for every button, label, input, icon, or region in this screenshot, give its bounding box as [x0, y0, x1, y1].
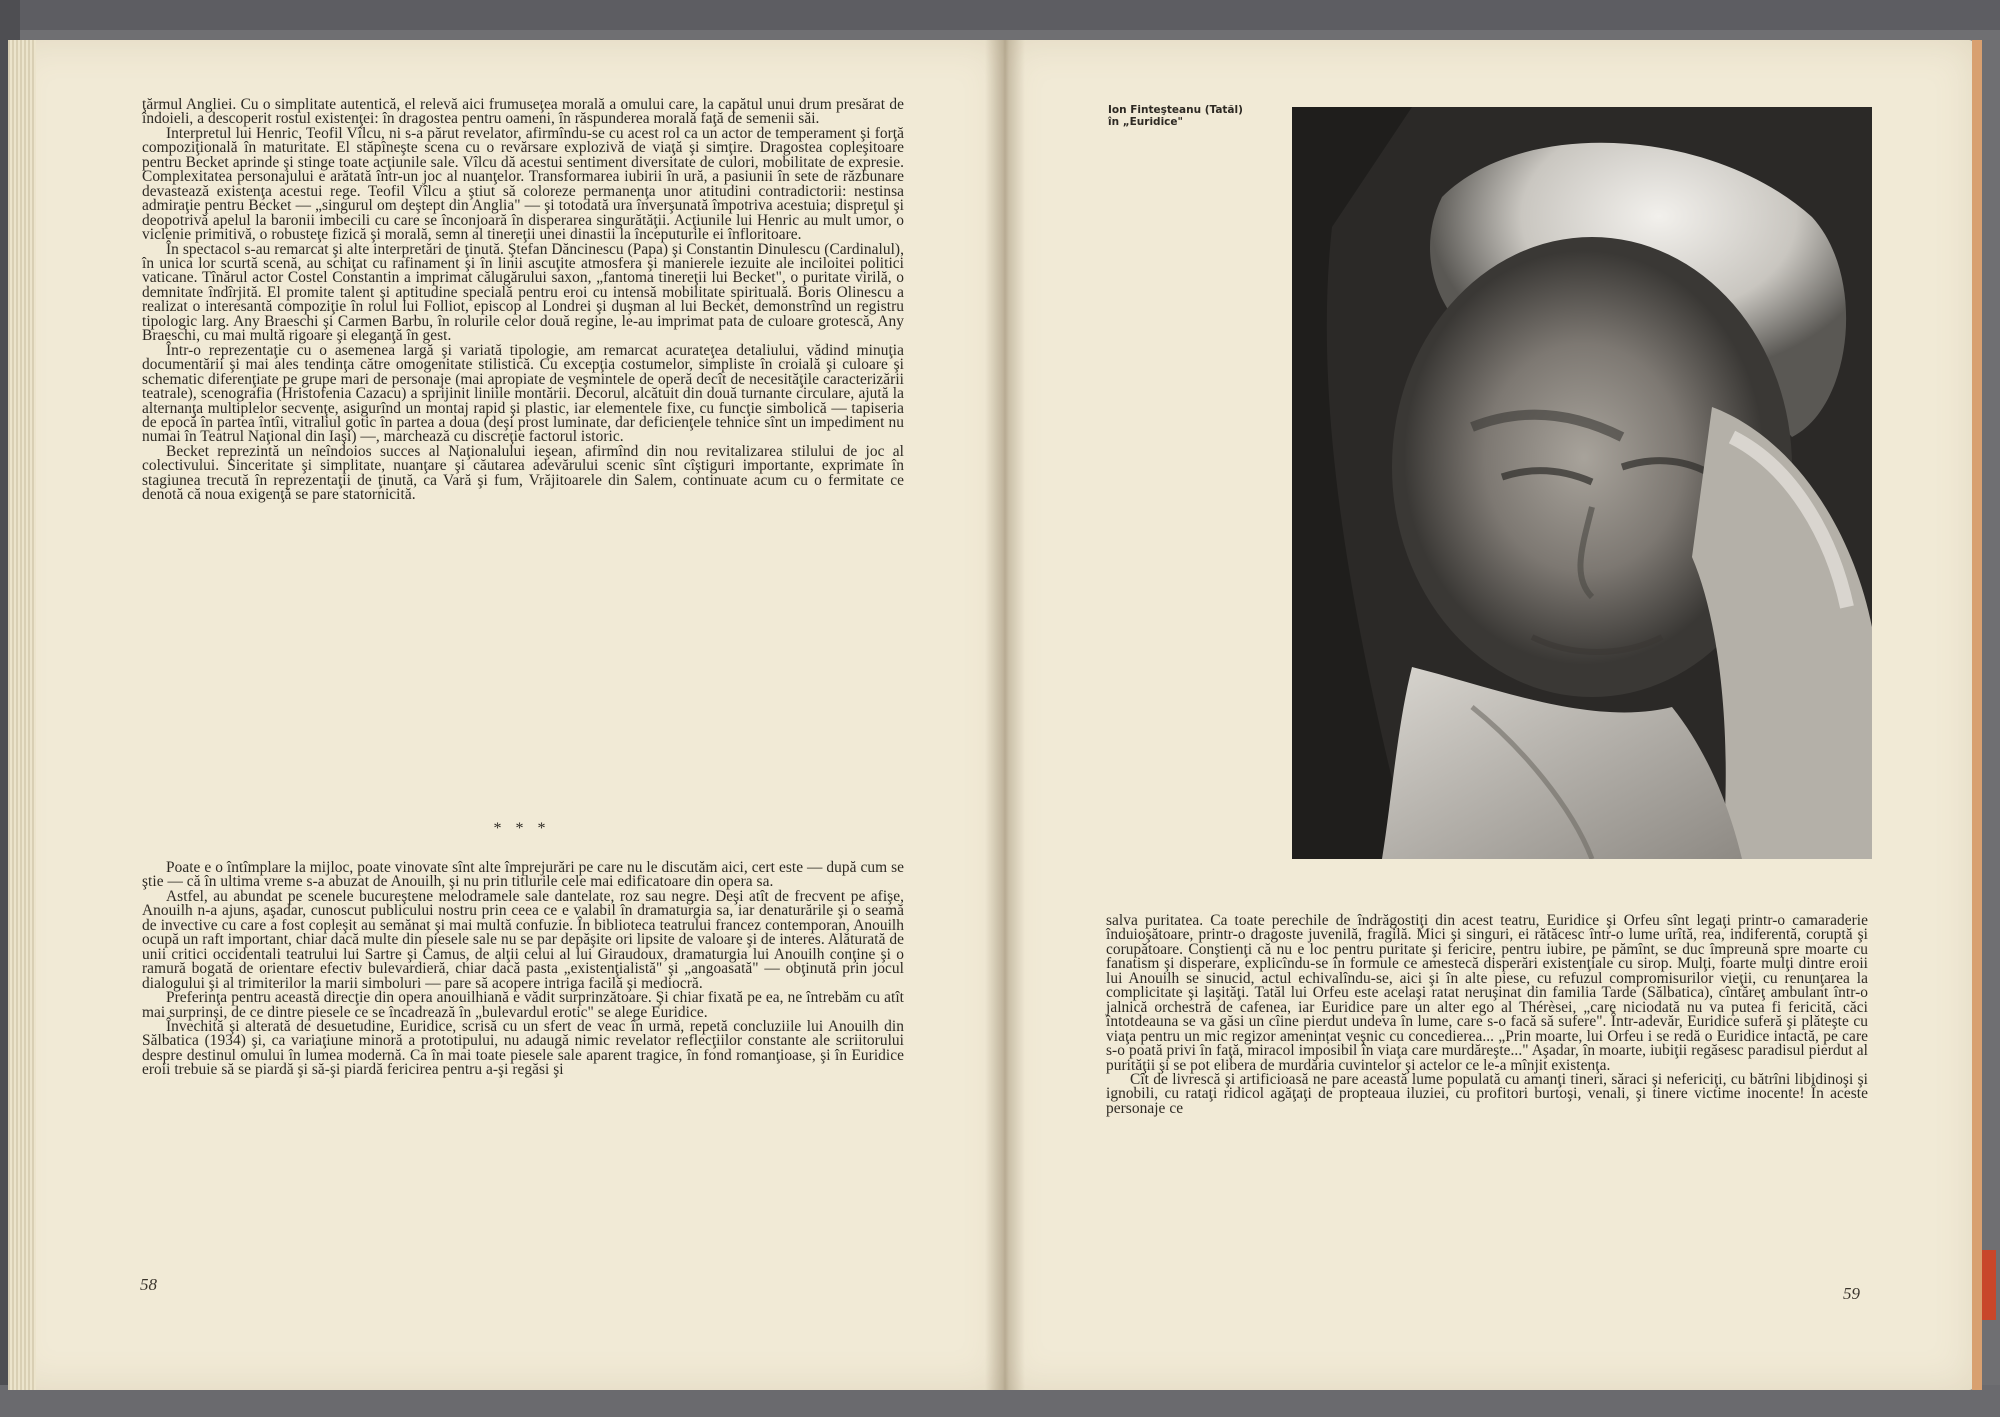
paragraph: Becket reprezintă un neîndoios succes al Naţionalului ieşean, afirmînd din nou revitalizarea stilului de joc al colectivului. Sinceritate şi simplitate, nuanţare şi căutarea adevărului scenic sînt cîştiguri importante, exprimate în stagiunea trecută în reprezentaţii de ţinută, ca Vară şi fum, Vrăjitoarele din Salem, continuate acum cu o fermitate ce denotă că noua exigenţă se pare statornicită.	[142, 442, 904, 504]
left-text-lower	[142, 861, 904, 1078]
cover-board-top	[0, 0, 2000, 30]
paragraph: Interpretul lui Henric, Teofil Vîlcu, ni s-a părut revelator, afirmîndu-se cu acest rol ca un actor de temperament şi forţă compoziţională în maturitate. El stăpîneşte scena cu o revărsare explozivă de viaţă şi simţire. Dragostea copleşitoare pentru Becket aprinde şi stinge toate acţiunile sale. Vîlcu dă acestui sentiment diversitate de culori, mobilitate de expresie. Complexitatea personajului e arătată într-un joc al nuanţelor. Transformarea iubirii în ură, a pasiunii în sete de răzbunare devastează existenţa acestui rege. Teofil Vîlcu a ştiut să coloreze permanenţa unor atitudini contradictorii: nestinsa admiraţie pentru Becket — „singurul om deştept din Anglia" — şi totodată ura înverşunată împotriva acestuia; dispreţul şi deopotrivă apelul la baronii imbecili cu care se înconjoară în disperarea singurătăţii. Acţiunile lui Henric au mult umor, o viclenie primitivă, o robusteţe fizică şi morală, semn al tinereţii unei dinastii la începuturile ei înfloritoare.	[142, 124, 904, 244]
paragraph: Învechită şi alterată de desuetudine, Euridice, scrisă cu un sfert de veac în urmă, repetă concluziile lui Anouilh din Sălbatica (1934) şi, ca variaţiune minoră a prototipului, nu adaugă nimic revelator reflecţiilor constante ale scriitorului despre destinul omului în lumea modernă. Ca în mai toate piesele sale aparent tragice, în fond romanţioase, şi în Euridice eroii trebuie să se piardă şi să-şi piardă fericirea pentru a-şi regăsi şi	[142, 1017, 904, 1079]
left-text-upper	[142, 98, 904, 503]
paragraph: ţărmul Angliei. Cu o simplitate autentică, el relevă aici frumuseţea morală a omului care, la capătul unui drum presărat de îndoieli, a descoperit rostul existenţei: în dragostea pentru oameni, în răspunderea morală faţă de semenii săi.	[142, 96, 904, 128]
section-separator: * * *	[493, 820, 551, 837]
paragraph: Poate e o întîmplare la mijloc, poate vinovate sînt alte împrejurări pe care nu le discutăm aici, cert este — după cum se ştie — că în ultima vreme s-a abuzat de Anouilh, şi nu prin titlurile cele mai edificatoare din opera sa.	[142, 859, 904, 891]
page-edges	[8, 40, 36, 1390]
photo-caption	[1108, 104, 1298, 128]
right-text	[1106, 914, 1868, 1116]
page-number-right: 59	[1843, 1284, 1860, 1303]
portrait-illustration	[1292, 107, 1872, 859]
caption-line: Ion Finteşteanu (Tatăl)	[1108, 104, 1243, 116]
book-gutter	[985, 40, 1025, 1390]
paragraph: Preferinţa pentru această direcţie din opera anouilhiană e vădit surprinzătoare. Şi chiar fixată pe ea, ne întrebăm cu atît mai surprinşi, de ce dintre piesele ce se încadrează în „bulevardul erotic" se alege Euridice.	[142, 989, 904, 1021]
page-number-left: 58	[140, 1275, 157, 1294]
portrait-photo	[1292, 107, 1872, 859]
paragraph: salva puritatea. Ca toate perechile de îndrăgostiţi din acest teatru, Euridice şi Orfeu sînt legaţi printr-o camaraderie înduioşătoare, printr-o dragoste juvenilă, fragilă. Mici şi singuri, ei rătăcesc într-o lume urîtă, rea, indiferentă, coruptă şi corupătoare. Conştienţi că nu e loc pentru puritate şi fericire, pentru iubire, pe pămînt, se duc împreună spre moarte cu fanatism şi disperare, explicîndu-se în formule ce amestecă disperări existenţiale cu sirop. Mulţi, foarte mulţi dintre eroii lui Anouilh se sinucid, actul echivalîndu-se, aici şi în alte piese, cu refuzul compromisurilor vieţii, cu renunţarea la complicitate şi laşităţi. Tatăl lui Orfeu este acelaşi ratat neruşinat din familia Tarde (Sălbatica), cîntăreţ ambulant într-o jalnică orchestră de cafenea, iar Euridice pare un alter ego al Thérèsei, „care niciodată nu va putea fi fericită, căci întotdeauna se va găsi un cîine pierdut undeva în lume, care s-o facă să sufere". Într-adevăr, Euridice suferă şi plăteşte cu viaţa pentru un mic regizor amenințat veşnic cu concedierea... „Prin moarte, lui Orfeu i se redă o Euridice intactă, pe care s-o poată privi în faţă, miracol imposibil în viaţa care murdăreşte..." Aşadar, în moarte, iubiţii regăsesc paradisul pierdut al purităţii şi se pot elibera de murdăria cuvintelor şi actelor ce le-a mînjit existenţa.	[1106, 912, 1868, 1074]
bookmark-tab	[1982, 1250, 1996, 1320]
caption-line: în „Euridice"	[1108, 116, 1183, 128]
paragraph: Astfel, au abundat pe scenele bucureştene melodramele sale dantelate, roz sau negre. Deşi atît de frecvent pe afişe, Anouilh n-a ajuns, aşadar, cunoscut publicului nostru prin ceea ce e valabil în dramaturgia sa, iar denaturările şi o seamă de invective cu care a fost copleşit au semănat şi mai multă confuzie. În biblioteca teatrului francez contemporan, Anouilh ocupă un raft important, chiar dacă multe din piesele sale nu se par depăşite ori lipsite de valoare şi de interes. Alăturată de unii critici occidentali teatrului lui Sartre şi Camus, de alţii celui al lui Giraudoux, dramaturgia lui Anouilh conţine şi o ramură bogată de orientare efectiv bulevardieră, chiar dacă pasta „existenţialistă" şi „angoasată" — obţinută prin jocul dialogului şi al trimiterilor la marii simboluri — pare să acopere intriga facilă şi mediocră.	[142, 887, 904, 992]
paragraph: Într-o reprezentaţie cu o asemenea largă şi variată tipologie, am remarcat acurateţea detaliului, vădind minuţia documentării şi mai ales tendinţa către omogenitate stilistică. Cu excepţia costumelor, simpliste în croială şi culoare şi schematic diferenţiate pe grupe mari de personaje (mai apropiate de veşmintele de operă decît de necesităţile caracterizării teatrale), scenografia (Hristofenia Cazacu) a sprijinit liniile montării. Decorul, alcătuit din două turnante circulare, ajută la alternanţa multiplelor secvenţe, asigurînd un montaj rapid şi plastic, iar elementele fixe, cu funcţie simbolică — tapiseria de epocă în partea întîi, vitraliul gotic în partea a doua (deşi prost luminate, dar deficienţele tehnice sînt un impediment nu numai în Teatrul Naţional din Iaşi) —, marchează cu discreţie factorul istoric.	[142, 341, 904, 446]
paragraph: În spectacol s-au remarcat şi alte interpretări de ţinută. Ştefan Dăncinescu (Papa) şi Constantin Dinulescu (Cardinalul), în unica lor scurtă scenă, au schiţat cu rafinament şi în linii ascuţite atmosfera şi manierele iezuite ale inciloitei politici vaticane. Tînărul actor Costel Constantin a imprimat călugărului saxon, „fantoma tinereţii lui Becket", o puritate virilă, o demnitate îndîrjită. El promite talent şi aptitudine specială pentru eroi cu intensă mobilitate spirituală. Boris Olinescu a realizat o interesantă compoziţie în rolul lui Folliot, episcop al Londrei şi duşman al lui Becket, demonstrînd un registru tipologic larg. Any Braeschi şi Carmen Barbu, în rolurile celor două regine, le-au imprimat pata de culoare grotescă, Any Braeschi, cu mai multă rigoare şi eleganţă în gest.	[142, 240, 904, 345]
page-edge-right	[1972, 40, 1982, 1390]
paragraph: Cît de livrescă şi artificioasă ne pare această lume populată cu amanţi tineri, săraci şi nefericiţi, cu bătrîni libidinoşi şi ignobili, cu rataţi ridicol agăţaţi de propteaua iluziei, cu profitori burtoşi, venali, şi tinere victime inocente! În aceste personaje ce	[1106, 1070, 1868, 1117]
